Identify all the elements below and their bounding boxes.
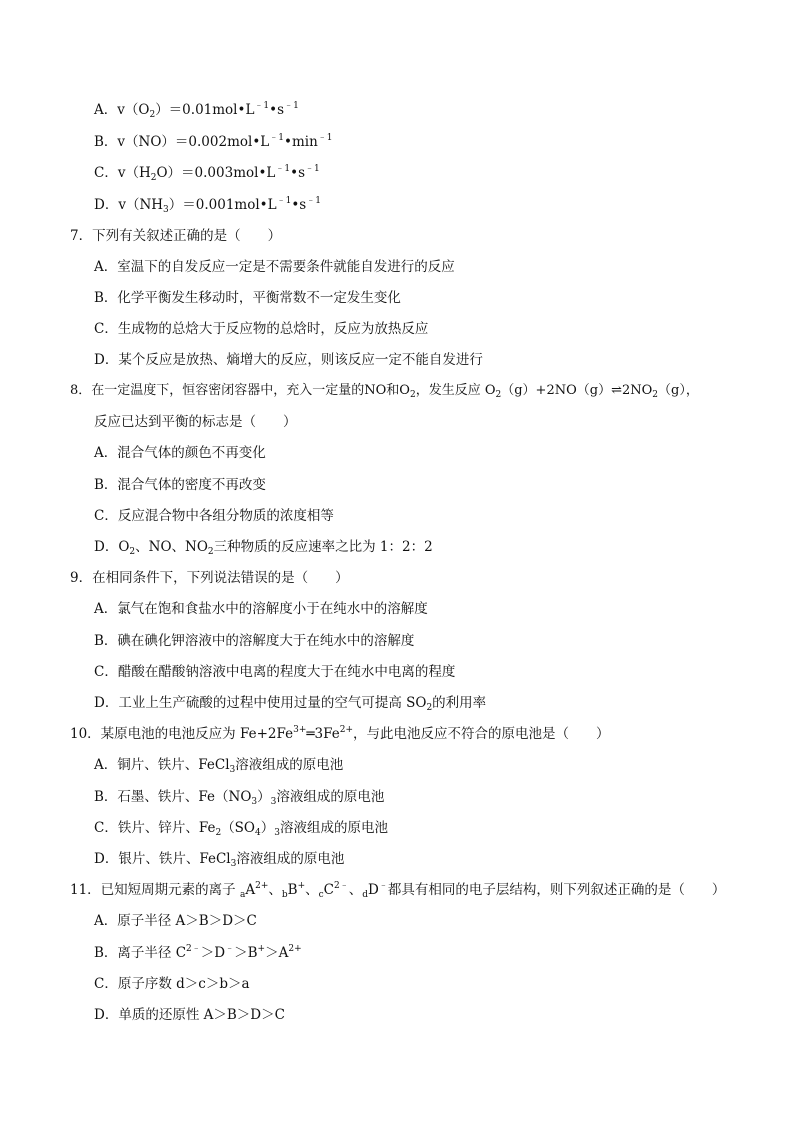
text: B．离子半径 C	[94, 945, 187, 961]
superscript: ﹣1	[306, 196, 321, 206]
q9-option-a: A．氯气在饱和食盐水中的溶解度小于在纯水中的溶解度	[94, 601, 428, 617]
q11-option-b	[94, 943, 302, 963]
text: •s	[269, 102, 285, 118]
text: A．铜片、铁片、FeCl	[94, 757, 230, 773]
superscript: ﹣1	[284, 101, 299, 111]
option-letter: C．	[94, 165, 118, 181]
q6-option-b	[94, 132, 333, 152]
subscript: 2	[409, 390, 416, 400]
text: 、	[305, 882, 319, 898]
q9-option-b: B．碘在碘化钾溶液中的溶解度大于在纯水中的溶解度	[94, 633, 415, 649]
text: （g）+2NO（g）⇌2NO	[501, 383, 653, 398]
text: D．O	[94, 539, 130, 555]
q8-stem-line2: 反应已达到平衡的标志是（ ）	[94, 414, 297, 430]
subscript: 3	[270, 797, 277, 807]
subscript: c	[318, 890, 324, 900]
text: 11．已知短周期元素的离子	[70, 882, 240, 898]
q10-option-a	[94, 755, 343, 775]
text: v（NH	[118, 197, 164, 213]
subscript: 2	[215, 828, 222, 838]
q8-option-a: A．混合气体的颜色不再变化	[94, 445, 266, 461]
text: 、	[268, 882, 282, 898]
superscript: 2+	[339, 725, 354, 735]
text: B．石墨、铁片、Fe（NO	[94, 789, 252, 805]
text: D	[368, 882, 379, 898]
q9-stem: 9．在相同条件下，下列说法错误的是（ ）	[70, 570, 349, 586]
subscript: 2	[149, 110, 156, 120]
text: D．银片、铁片、FeCl	[94, 851, 231, 867]
superscript: ﹣1	[276, 196, 292, 206]
q6-option-a	[94, 100, 299, 120]
superscript: ﹣1	[275, 164, 291, 174]
q11-option-c: C．原子序数 d＞c＞b＞a	[94, 976, 250, 992]
text: 溶液组成的原电池	[279, 820, 388, 836]
superscript: +	[297, 881, 306, 891]
q10-option-b	[94, 787, 384, 807]
superscript: ﹣1	[305, 164, 320, 174]
q7-option-c: C．生成物的总焓大于反应物的总焓时，反应为放热反应	[94, 321, 429, 337]
text: D．工业上生产硫酸的过程中使用过量的空气可提高 SO	[94, 695, 427, 711]
subscript: 2	[150, 173, 157, 183]
text: •s	[290, 165, 306, 181]
option-letter: D．	[94, 197, 119, 213]
superscript: 2﹣	[186, 944, 201, 954]
subscript: b	[281, 890, 288, 900]
text: ）＝0.01mol•L	[155, 102, 255, 118]
text: 10．某原电池的电池反应为 Fe+2Fe	[70, 726, 294, 742]
q7-stem: 7．下列有关叙述正确的是（ ）	[70, 228, 282, 244]
q8-option-c: C．反应混合物中各组分物质的浓度相等	[94, 508, 334, 524]
superscript: 2+	[255, 881, 269, 891]
text: 溶液组成的原电池	[276, 789, 385, 805]
q7-option-d: D．某个反应是放热、熵增大的反应，则该反应一定不能自发进行	[94, 352, 483, 368]
text: （g），	[658, 383, 699, 398]
q11-option-d: D．单质的还原性 A＞B＞D＞C	[94, 1007, 285, 1023]
text: ）	[257, 789, 271, 805]
q6-option-c	[94, 163, 320, 183]
q8-stem	[70, 381, 699, 401]
text: ）	[260, 820, 275, 836]
option-letter: A．	[94, 102, 118, 118]
subscript: a	[239, 890, 246, 900]
text: ＞B	[234, 945, 258, 961]
text: v（H	[117, 165, 151, 181]
text: B	[287, 882, 298, 898]
subscript: 2	[652, 390, 659, 400]
subscript: 2	[495, 390, 502, 400]
text: 8．在一定温度下，恒容密闭容器中，充入一定量的NO和O	[70, 383, 410, 398]
subscript: 2	[426, 703, 433, 713]
subscript: 3	[230, 859, 237, 869]
text: 的利用率	[432, 695, 487, 711]
q8-option-d	[94, 537, 433, 557]
q10-option-c	[94, 818, 388, 838]
text: 溶液组成的原电池	[235, 757, 344, 773]
subscript: 3	[274, 828, 280, 838]
text: C．铁片、锌片、Fe	[94, 820, 216, 836]
q10-stem	[70, 724, 610, 744]
text: （SO	[221, 820, 256, 836]
text: ＞D	[200, 945, 226, 961]
q7-option-b: B．化学平衡发生移动时，平衡常数不一定发生变化	[94, 290, 401, 306]
text: v（O	[117, 102, 150, 118]
text: ＞A	[265, 945, 289, 961]
text: •s	[291, 197, 307, 213]
subscript: 3	[251, 797, 258, 807]
text: 、	[348, 882, 363, 898]
text: ═3Fe	[306, 726, 340, 742]
subscript: 2	[129, 547, 136, 557]
text: C	[323, 882, 335, 898]
subscript: 4	[255, 828, 261, 838]
text: O）＝0.003mol•L	[156, 165, 276, 181]
subscript: d	[362, 890, 369, 900]
q6-option-d	[94, 195, 321, 215]
text: ）＝0.001mol•L	[168, 197, 277, 213]
superscript: ﹣1	[317, 133, 333, 143]
superscript: 2+	[288, 944, 302, 954]
q8-option-b: B．混合气体的密度不再改变	[94, 477, 266, 493]
superscript: ﹣1	[269, 133, 284, 143]
superscript: ﹣	[378, 881, 388, 891]
text: 三种物质的反应速率之比为 1：2：2	[213, 539, 433, 555]
q9-option-d	[94, 693, 486, 713]
text: •min	[284, 134, 318, 150]
superscript: ﹣	[225, 944, 235, 954]
superscript: 2﹣	[334, 881, 349, 891]
text: 溶液组成的原电池	[236, 851, 345, 867]
superscript: ﹣1	[254, 101, 270, 111]
text: v（NO）＝0.002mol•L	[117, 134, 270, 150]
subscript: 2	[207, 547, 214, 557]
q10-option-d	[94, 849, 344, 869]
superscript: +	[257, 944, 266, 954]
subscript: 3	[229, 765, 236, 775]
text: 都具有相同的电子层结构，则下列叙述正确的是（ ）	[387, 882, 726, 898]
q7-option-a: A．室温下的自发反应一定是不需要条件就能自发进行的反应	[94, 259, 455, 275]
q11-stem	[70, 880, 725, 900]
text: 、NO、NO	[135, 539, 208, 555]
option-letter: B．	[94, 134, 118, 150]
text: ，发生反应 O	[415, 383, 496, 398]
subscript: 3	[163, 205, 169, 215]
superscript: 3+	[293, 725, 307, 735]
text: ，与此电池反应不符合的原电池是（ ）	[353, 726, 610, 742]
text: A	[245, 882, 256, 898]
q11-option-a: A．原子半径 A＞B＞D＞C	[94, 913, 257, 929]
q9-option-c: C．醋酸在醋酸钠溶液中电离的程度大于在纯水中电离的程度	[94, 664, 456, 680]
